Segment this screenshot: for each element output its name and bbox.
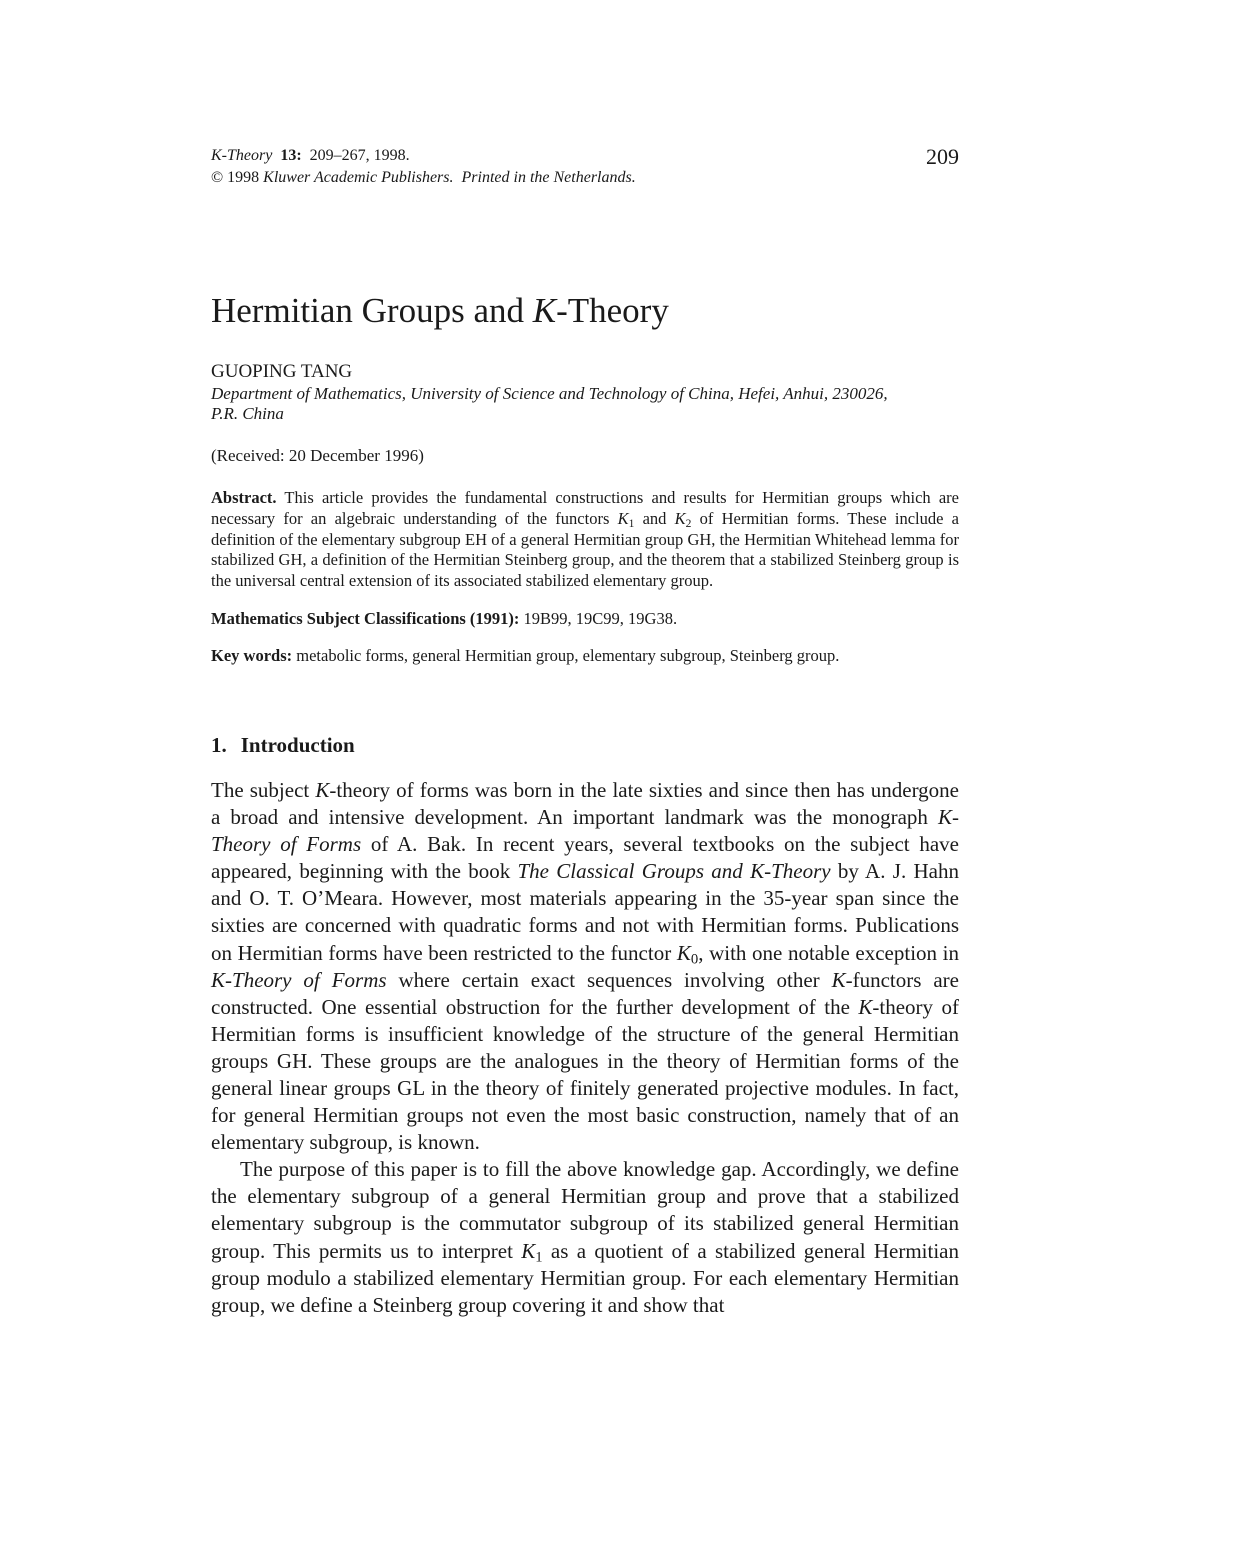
author-name: GUOPING TANG — [211, 361, 353, 382]
citation-line — [211, 145, 959, 167]
keywords-label: Key words: — [211, 645, 293, 665]
subject-classification — [211, 608, 959, 629]
printed-note: Printed in the Netherlands. — [461, 169, 636, 186]
msc-label: Mathematics Subject Classifications (1991): — [211, 608, 520, 628]
copyright-line — [211, 167, 959, 189]
paragraph: The purpose of this paper is to fill the above knowledge gap. Accordingly, we define the elementary subgroup of a general Hermitian group and prove that a stabilized elementary subgroup is the commutator subgroup of its stabilized general Hermitian group. This permits us to interpret $K_1$ as a quotient of a stabilized general Hermitian group modulo a stabilized elementary Hermitian group. For each elementary Hermitian group, we define a Steinberg group covering it and show that — [211, 1157, 960, 1317]
paper-page — [211, 145, 959, 1319]
keywords-value: metabolic forms, general Hermitian group, elementary subgroup, Steinberg group. — [296, 645, 840, 665]
keywords — [211, 645, 959, 666]
section-title: Introduction — [240, 732, 355, 757]
msc-value: 19B99, 19C99, 19G38. — [523, 608, 678, 628]
section-number: 1. — [211, 732, 227, 757]
copyright-year: 1998 — [227, 169, 260, 186]
paragraph: The subject K-theory of forms was born in the late sixties and since then has undergone a broad and intensive development. An important landmark was the monograph K-Theory of Forms of A. Bak. In recent years, several textbooks on the subject have appeared, beginning with the book The Classical Groups and K-Theory by A. J. Hahn and O. T. O’Meara. However, most materials appearing in the 35-year span since the sixties are concerned with quadratic forms and not with Hermitian forms. Publications on Hermitian forms have been restricted to the functor $K_0$, with one notable exception in K-Theory of Forms where certain exact sequences involving other K-functors are constructed. One essential obstruction for the further development of the K-theory of Hermitian forms is insufficient knowledge of the structure of the general Hermitian groups GH. These groups are the analogues in the theory of Hermitian forms of the general linear groups GL in the theory of finitely generated projective modules. In fact, for general Hermitian groups not even the most basic construction, namely that of an elementary subgroup, is known. — [211, 777, 960, 1155]
journal-header — [211, 145, 959, 189]
publisher: Kluwer Academic Publishers. — [263, 169, 454, 186]
pages-year: 209–267, 1998. — [309, 147, 410, 164]
section-heading — [211, 733, 959, 757]
author-affiliation: Department of Mathematics, University of Science and Technology of China, Hefei, Anhui, 230026, P.R. China — [211, 384, 888, 423]
received-date: (Received: 20 December 1996) — [211, 446, 424, 465]
paper-title: Hermitian Groups and K-Theory — [211, 291, 669, 330]
journal-name: K-Theory — [211, 147, 273, 164]
abstract: Abstract. This article provides the fundamental constructions and results for Hermitian groups which are necessary for an algebraic understanding of the functors $K_1$ and $K_2$ of Hermitian forms. These include a definition of the elementary subgroup EH of a general Hermitian group GH, the Hermitian Whitehead lemma for stabilized GH, a definition of the Hermitian Steinberg group, and the theorem that a stabilized Steinberg group is the universal central extension of its associated stabilized elementary group. — [211, 488, 960, 591]
copyright-icon: © — [211, 169, 224, 186]
abstract-label: Abstract. — [211, 488, 277, 507]
introduction-body — [211, 777, 959, 1319]
volume: 13: — [280, 147, 302, 164]
page-number: 209 — [926, 144, 959, 169]
